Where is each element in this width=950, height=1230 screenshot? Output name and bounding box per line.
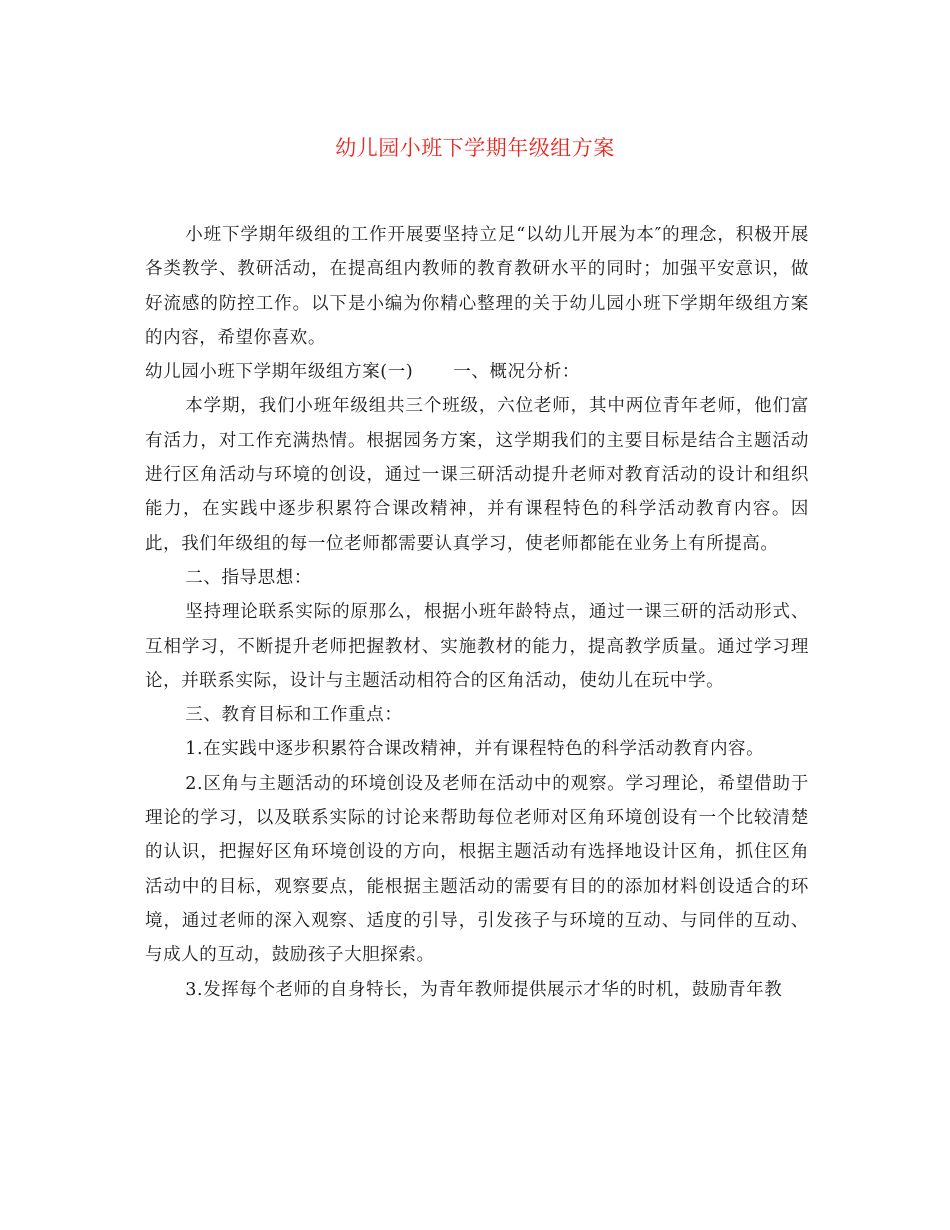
section-heading-guide: 二、指导思想： [185,567,312,588]
plan-title: 幼儿园小班下学期年级组方案(一) [145,362,414,383]
list-item-goal-1: 1.在实践中逐步积累符合课改精神，并有课程特色的科学活动教育内容。 [185,739,765,760]
section-heading-goals: 三、教育目标和工作重点： [185,705,403,726]
paragraph-overview: 本学期，我们小班年级组共三个班级，六位老师，其中两位青年老师，他们富有活力，对工作充满热情。根据园务方案，这学期我们的主要目标是结合主题活动进行区角活动与环境的创设，通过一课三研活动提升老师对教育活动的设计和组织能力，在实践中逐步积累符合课改精神，并有课程特色的科学活动教育内容。因此，我们年级组的每一位老师都需要认真学习，使老师都能在业务上有所提高。 [145,396,809,554]
paragraph-guide: 坚持理论联系实际的原那么，根据小班年龄特点，通过一课三研的活动形式、互相学习，不断提升老师把握教材、实施教材的能力，提高教学质量。通过学习理论，并联系实际，设计与主题活动相符合的区角活动，使幼儿在玩中学。 [145,602,809,691]
list-item-goal-3: 3.发挥每个老师的自身特长，为青年教师提供展示才华的时机，鼓励青年教 [185,979,783,1000]
document-title: 幼儿园小班下学期年级组方案 [335,136,615,160]
paragraph-intro: 小班下学期年级组的工作开展要坚持立足“以幼儿开展为本″的理念，积极开展各类教学、教研活动，在提高组内教师的教育教研水平的同时；加强平安意识，做好流感的防控工作。以下是小编为你精心整理的关于幼儿园小班下学期年级组方案的内容，希望你喜欢。 [145,225,809,348]
section-heading-overview: 一、概况分析： [453,362,580,383]
paragraph-plan-heading [145,355,809,389]
document-body [145,218,809,1007]
list-item-goal-2: 2.区角与主题活动的环境创设及老师在活动中的观察。学习理论，希望借助于理论的学习，以及联系实际的讨论来帮助每位老师对区角环境创设有一个比较清楚的认识，把握好区角环境创设的方向，根据主题活动有选择地设计区角，抓住区角活动中的目标，观察要点，能根据主题活动的需要有目的的添加材料创设适合的环境，通过老师的深入观察、适度的引导，引发孩子与环境的互动、与同伴的互动、与成人的互动，鼓励孩子大胆探索。 [145,773,809,966]
